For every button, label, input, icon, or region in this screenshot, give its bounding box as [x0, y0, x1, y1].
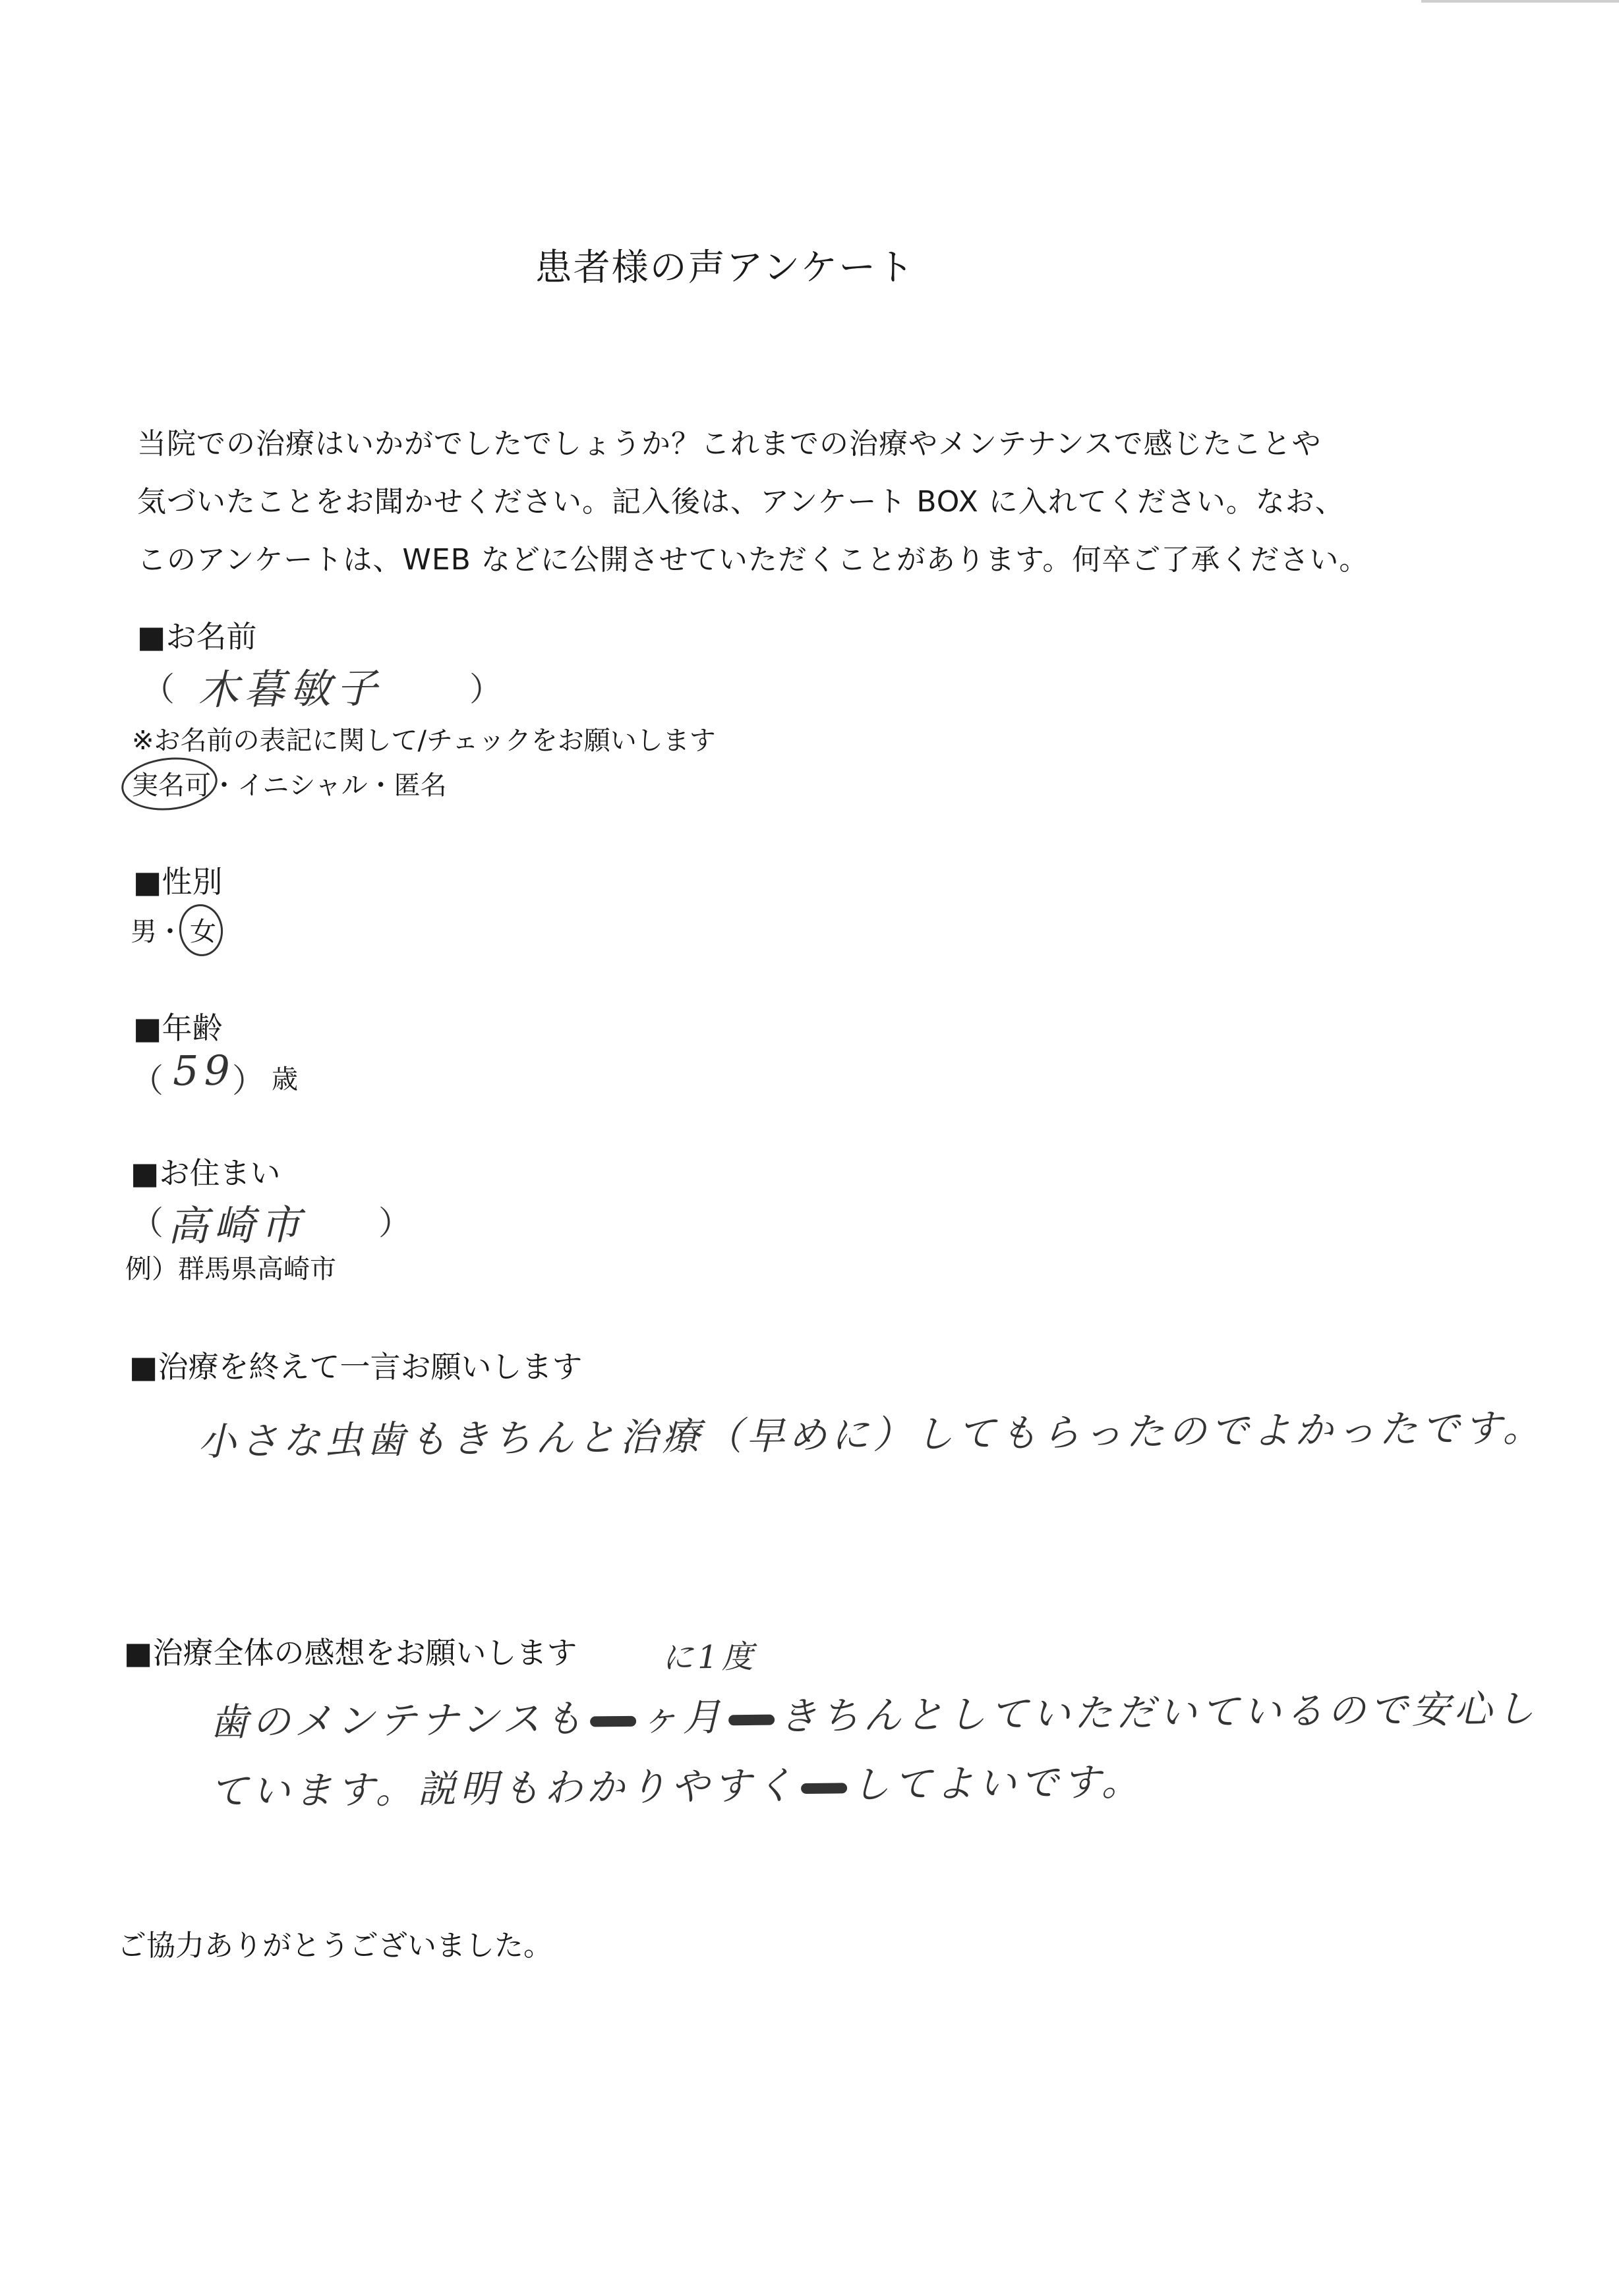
age-close-paren: ） [232, 1062, 265, 1100]
name-value: 木暮敏子 [197, 664, 383, 714]
age-open-paren: （ [131, 1062, 163, 1100]
gender-options [131, 911, 216, 948]
scan-edge [1421, 0, 1619, 3]
address-close-paren: ） [378, 1204, 411, 1242]
name-label: ■お名前 [137, 619, 257, 654]
age-label: ■年齢 [133, 1010, 223, 1046]
name-close-paren: ） [469, 670, 502, 708]
intro-line: 当院での治療はいかがでしたでしょうか？これまでの治療やメンテナンスで感じたことや [137, 427, 1322, 461]
impression-insert-note: に1度 [661, 1638, 757, 1677]
gender-label: ■性別 [133, 864, 223, 900]
answer-fragment: ています。説明もわかりやすく [209, 1763, 798, 1814]
address-example: 例）群馬県高崎市 [125, 1254, 336, 1284]
answer-fragment: してよいです。 [851, 1759, 1144, 1808]
option-initials-anonymous: ・イニシャル・匿名 [211, 770, 447, 801]
scratched-out-mark [590, 1716, 636, 1727]
impression-label: ■治療全体の感想をお願いします [124, 1635, 577, 1671]
intro-line: このアンケートは、WEB などに公開させていただくことがあります。何卒ご了承ください。 [137, 543, 1369, 577]
intro-text [137, 415, 1369, 589]
name-open-paren: （ [142, 670, 175, 708]
comment-answer: 小さな虫歯もきちんと治療（早めに）してもらったのでよかったです。 [197, 1405, 1545, 1464]
age-unit: 歳 [272, 1064, 298, 1095]
scratched-out-mark [728, 1715, 775, 1726]
page-title: 患者様の声アンケート [535, 246, 916, 289]
intro-line: 気づいたことをお聞かせください。記入後は、アンケート BOX に入れてください。なお、 [137, 485, 1345, 519]
name-format-options [132, 764, 447, 802]
option-real-name: 実名可 [132, 764, 211, 802]
option-female: 女 [190, 911, 216, 948]
answer-fragment: ヶ月 [640, 1694, 725, 1740]
answer-fragment: きちんとしていただいているので安心し [779, 1686, 1539, 1739]
answer-fragment: 歯のメンテナンスも [209, 1696, 587, 1745]
age-value: 59 [172, 1046, 236, 1095]
thanks-message: ご協力ありがとうございました。 [117, 1929, 552, 1963]
impression-answer-line-1 [210, 1677, 1539, 1746]
scratched-out-mark [801, 1783, 847, 1794]
name-format-note: ※お名前の表記に関して/チェックをお願いします [132, 726, 716, 756]
address-open-paren: （ [131, 1204, 163, 1242]
option-male: 男・ [131, 917, 183, 947]
address-label: ■お住まい [131, 1155, 281, 1191]
address-value: 高崎市 [167, 1200, 307, 1251]
comment-label: ■治療を終えて一言お願いします [129, 1349, 583, 1385]
impression-answer-line-2 [210, 1751, 1144, 1816]
